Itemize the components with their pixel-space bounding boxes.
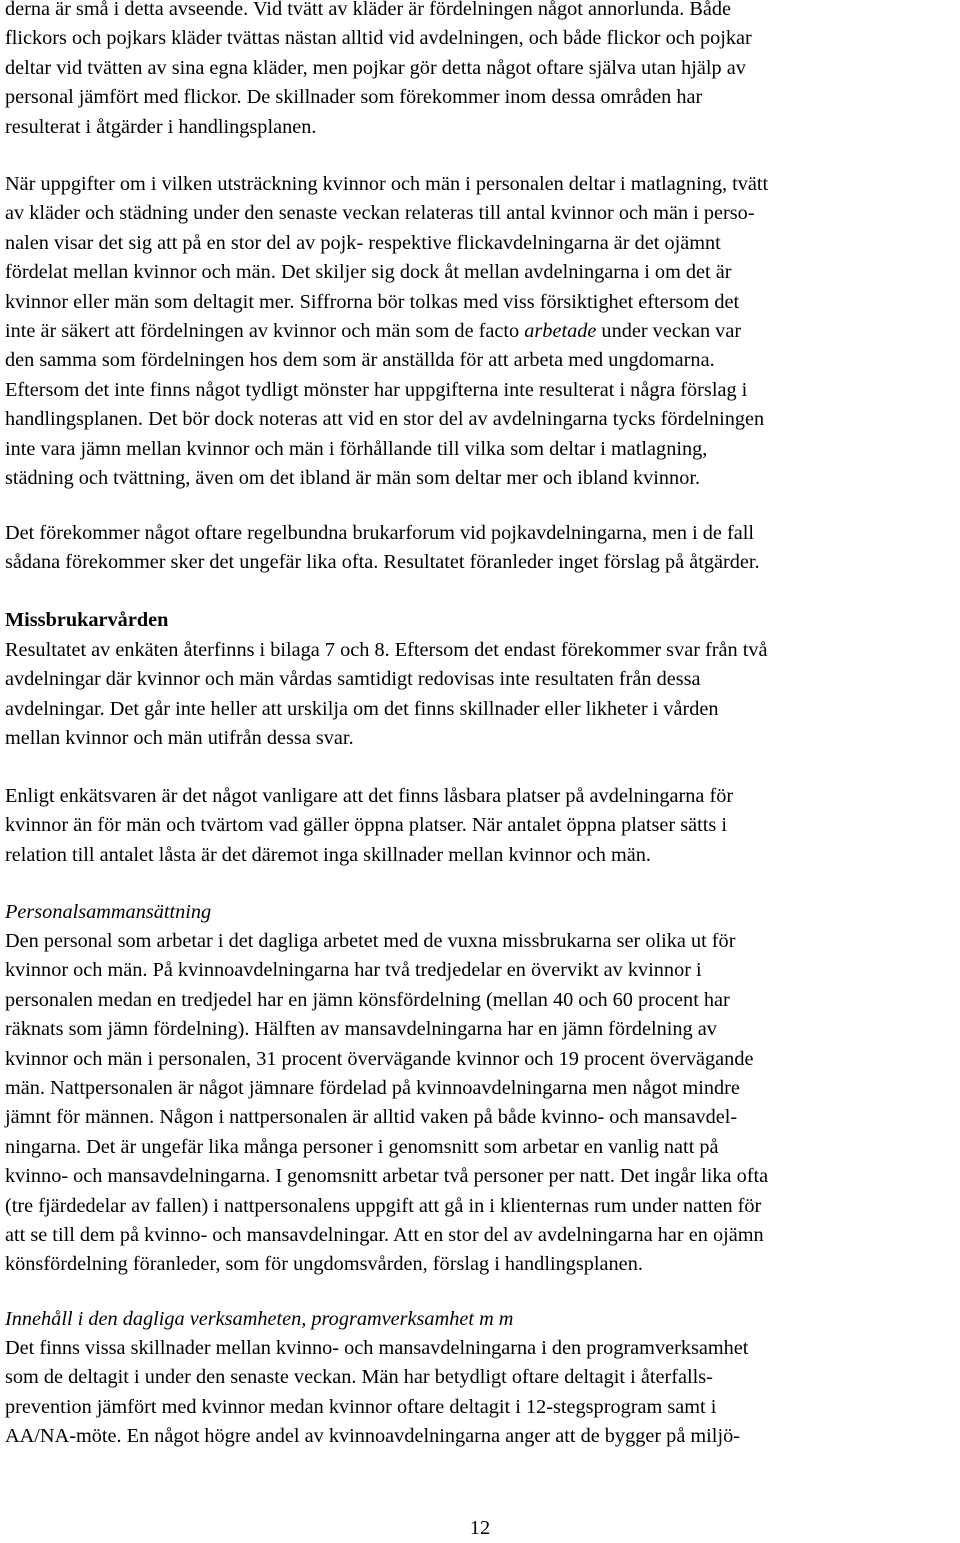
text-line: relation till antalet låsta är det däremot inga skillnader mellan kvinnor och män. bbox=[5, 843, 651, 866]
text-line: kvinnor och män. På kvinnoavdelningarna har två tredjedelar en övervikt av kvinnor i bbox=[5, 959, 702, 982]
text-line: Missbrukarvården bbox=[5, 609, 169, 631]
section-heading bbox=[5, 606, 168, 635]
paragraph bbox=[5, 1334, 748, 1452]
text-line: Resultatet av enkäten återfinns i bilaga 7 och 8. Eftersom det endast förekommer svar från två bbox=[5, 639, 768, 661]
text-line: Enligt enkätsvaren är det något vanligare att det finns låsbara platser på avdelningarna för bbox=[5, 785, 734, 807]
text-line: inte är säkert att fördelningen av kvinnor och män som de facto arbetade under veckan var bbox=[5, 320, 742, 343]
text-line: När uppgifter om i vilken utsträckning kvinnor och män i personalen deltar i matlagning, tvätt bbox=[5, 173, 769, 195]
text-line: räknats som jämn fördelning). Hälften av mansavdelningarna har en jämn fördelning av bbox=[5, 1018, 717, 1041]
text-line: Den personal som arbetar i det dagliga arbetet med de vuxna missbrukarna ser olika ut för bbox=[5, 930, 736, 952]
text-line: (tre fjärdedelar av fallen) i nattpersonalens uppgift att gå in i klienternas rum under natten för bbox=[5, 1194, 762, 1217]
text-line: städning och tvättning, även om det ibland är män som deltar mer och ibland kvinnor. bbox=[5, 467, 701, 490]
section-heading bbox=[5, 1305, 513, 1334]
text-line: avdelningar där kvinnor och män vårdas samtidigt redovisas inte resultaten från dessa bbox=[5, 668, 701, 691]
text-line: som de deltagit i under den senaste veckan. Män har betydligt oftare deltagit i återfalls- bbox=[5, 1366, 713, 1389]
text-line: kvinnor eller män som deltagit mer. Siffrorna bör tolkas med viss försiktighet eftersom det bbox=[5, 290, 740, 313]
text-line: fördelat mellan kvinnor och män. Det skiljer sig dock åt mellan avdelningarna i om det är bbox=[5, 261, 732, 284]
text-line: Eftersom det inte finns något tydligt mönster har uppgifterna inte resulterat i några förslag i bbox=[5, 378, 748, 401]
page-number: 12 bbox=[469, 1517, 491, 1539]
text-line: AA/NA-möte. En något högre andel av kvinnoavdelningarna anger att de bygger på miljö- bbox=[5, 1425, 740, 1448]
paragraph bbox=[5, 519, 760, 578]
text-line: mellan kvinnor och män utifrån dessa svar. bbox=[5, 727, 354, 750]
text-line: deltar vid tvätten av sina egna kläder, men pojkar gör detta något oftare själva utan hjälp av bbox=[5, 56, 746, 79]
paragraph bbox=[5, 927, 768, 1280]
text-line: män. Nattpersonalen är något jämnare fördelad på kvinnoavdelningarna men något mindre bbox=[5, 1077, 740, 1100]
text-line: sådana förekommer sker det ungefär lika ofta. Resultatet föranleder inget förslag på åtgärder. bbox=[5, 551, 760, 574]
text-line: av kläder och städning under den senaste veckan relateras till antal kvinnor och män i perso- bbox=[5, 202, 755, 225]
text-line: Det finns vissa skillnader mellan kvinno- och mansavdelningarna i den programverksamhet bbox=[5, 1337, 749, 1359]
text-line: kvinno- och mansavdelningarna. I genomsnitt arbetar två personer per natt. Det ingår lika ofta bbox=[5, 1165, 769, 1188]
text-line: den samma som fördelningen hos dem som är anställda för att arbeta med ungdomarna. bbox=[5, 349, 715, 372]
text-line: flickors och pojkars kläder tvättas nästan alltid vid avdelningen, och både flickor och pojkar bbox=[5, 27, 752, 50]
text-line: jämnt för männen. Någon i nattpersonalen är alltid vaken på både kvinno- och mansavdel- bbox=[5, 1106, 738, 1129]
text-line: kvinnor än för män och tvärtom vad gäller öppna platser. När antalet öppna platser sätts i bbox=[5, 814, 728, 837]
text-line: handlingsplanen. Det bör dock noteras att vid en stor del av avdelningarna tycks fördelningen bbox=[5, 408, 765, 431]
paragraph bbox=[5, 170, 768, 493]
text-line: personalen medan en tredjedel har en jämn könsfördelning (mellan 40 och 60 procent har bbox=[5, 988, 730, 1011]
text-line: inte vara jämn mellan kvinnor och män i förhållande till vilka som deltar i matlagning, bbox=[5, 437, 708, 460]
paragraph bbox=[5, 782, 733, 870]
text-line: könsfördelning föranleder, som för ungdomsvården, förslag i handlingsplanen. bbox=[5, 1253, 643, 1276]
text-line: resulterat i åtgärder i handlingsplanen. bbox=[5, 115, 317, 138]
text-line: personal jämfört med flickor. De skillnader som förekommer inom dessa områden har bbox=[5, 86, 703, 109]
text-line: prevention jämfört med kvinnor medan kvinnor oftare deltagit i 12-stegsprogram samt i bbox=[5, 1395, 717, 1418]
paragraph bbox=[5, 636, 768, 754]
text-line: kvinnor och män i personalen, 31 procent övervägande kvinnor och 19 procent övervägande bbox=[5, 1047, 754, 1070]
text-line: Personalsammansättning bbox=[5, 901, 212, 923]
text-line: Innehåll i den dagliga verksamheten, programverksamhet m m bbox=[5, 1308, 514, 1330]
text-line: nalen visar det sig att på en stor del av pojk- respektive flickavdelningarna är det ojämnt bbox=[5, 231, 721, 254]
text-line: ningarna. Det är ungefär lika många personer i genomsnitt som arbetar en vanlig natt på bbox=[5, 1135, 719, 1158]
text-line: Det förekommer något oftare regelbundna brukarforum vid pojkavdelningarna, men i de fall bbox=[5, 522, 755, 544]
section-heading bbox=[5, 898, 211, 927]
paragraph bbox=[5, 0, 752, 142]
text-line: avdelningar. Det går inte heller att urskilja om det finns skillnader eller likheter i vården bbox=[5, 697, 719, 720]
text-line: derna är små i detta avseende. Vid tvätt av kläder är fördelningen något annorlunda. Både bbox=[5, 0, 732, 20]
text-line: att se till dem på kvinno- och mansavdelningar. Att en stor del av avdelningarna har en ojämn bbox=[5, 1224, 764, 1247]
